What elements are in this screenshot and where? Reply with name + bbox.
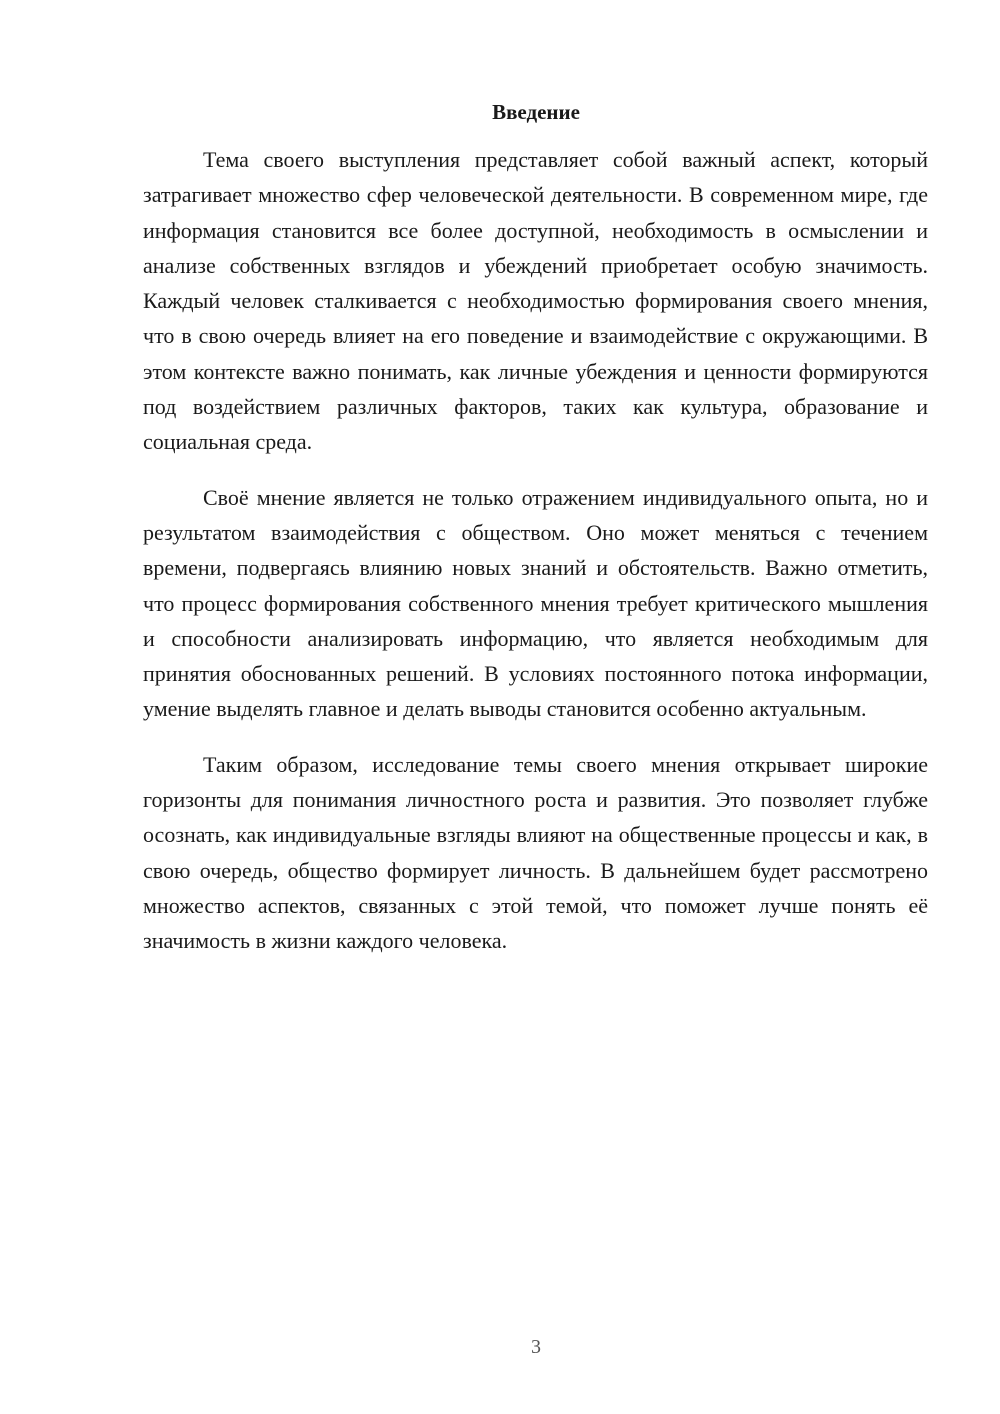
paragraph: Тема своего выступления представляет собой важный аспект, который затрагивает множество сфер человеческой деятельности. В современном мире, где информация становится все более доступной, необходимость в осмыслении и анализе собственных взглядов и убеждений приобретает особую значимость. Каждый человек сталкивается с необходимостью формирования своего мнения, что в свою очередь влияет на его поведение и взаимодействие с окружающими. В этом контексте важно понимать, как личные убеждения и ценности формируются под воздействием различных факторов, таких как культура, образование и социальная среда. xyxy=(143,147,928,455)
page-number: 3 xyxy=(531,1336,541,1358)
section-heading: Введение xyxy=(492,100,580,124)
paragraph: Таким образом, исследование темы своего мнения открывает широкие горизонты для понимания личностного роста и развития. Это позволяет глубже осознать, как индивидуальные взгляды влияют на общественные процессы и как, в свою очередь, общество формирует личность. В дальнейшем будет рассмотрено множество аспектов, связанных с этой темой, что поможет лучше понять её значимость в жизни каждого человека. xyxy=(143,751,928,954)
body-text xyxy=(143,142,928,979)
paragraph: Своё мнение является не только отражением индивидуального опыта, но и результатом взаимодействия с обществом. Оно может меняться с течением времени, подвергаясь влиянию новых знаний и обстоятельств. Важно отметить, что процесс формирования собственного мнения требует критического мышления и способности анализировать информацию, что является необходимым для принятия обоснованных решений. В условиях постоянного потока информации, умение выделять главное и делать выводы становится особенно актуальным. xyxy=(143,484,928,722)
